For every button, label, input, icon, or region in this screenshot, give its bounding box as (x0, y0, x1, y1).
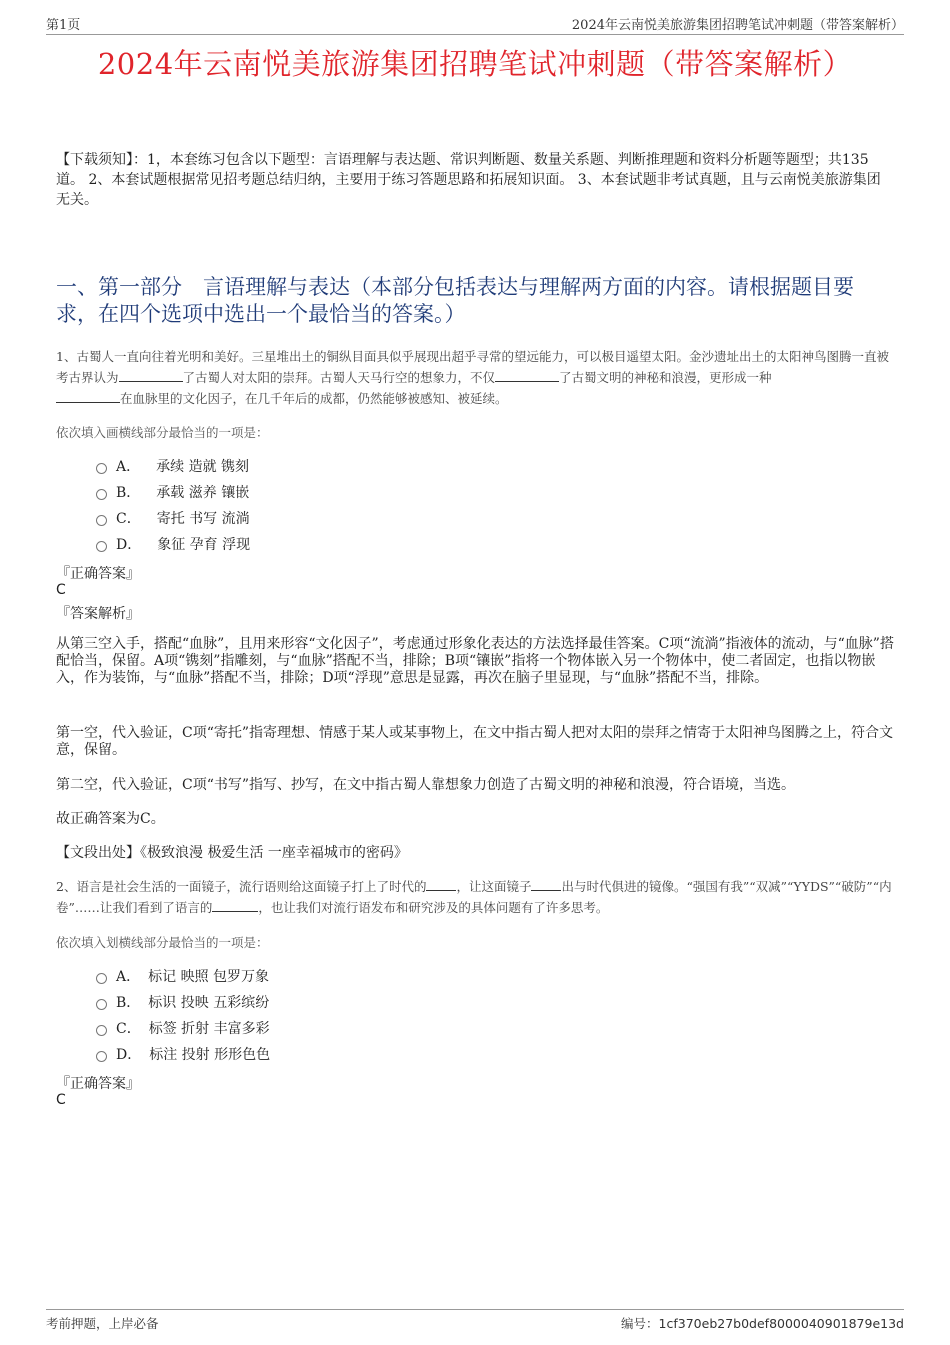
option-d[interactable]: D． 象征 孕育 浮现 (96, 531, 250, 557)
q2-stem-part: 出与时代俱进的镜像。“强国有我”“双减”“YYDS”“破防”“内卷”……让我们看到了语言的 (56, 879, 892, 915)
option-c[interactable]: C． 寄托 书写 流淌 (96, 505, 250, 531)
fill-blank (56, 389, 120, 403)
correct-answer: C (56, 1092, 66, 1108)
footer-slogan: 考前押题，上岸必备 (46, 1316, 159, 1331)
page-number: 第1页 (46, 18, 81, 33)
correct-answer: C (56, 582, 66, 598)
answer-tag: 『正确答案』 (56, 566, 140, 582)
radio-icon[interactable] (96, 999, 107, 1010)
radio-icon[interactable] (96, 515, 107, 526)
page-footer (46, 1309, 904, 1334)
q1-stem-part: 1、古蜀人一直向往着光明和美好。三星堆出土的铜纵目面具似乎展现出超乎寻常的望远能力，可以极目遥望太阳。金沙遗址出土的太阳神鸟图腾一直被考古界认为 (56, 349, 889, 385)
fill-blank (531, 877, 561, 891)
question-2-text (56, 876, 894, 918)
q1-stem-part: 在血脉里的文化因子，在几千年后的成都，仍然能够被感知、被延续。 (120, 391, 508, 406)
section-title: 一、第一部分 言语理解与表达（本部分包括表达与理解两方面的内容。请根据题目要求，在四个选项中选出一个最恰当的答案。） (56, 275, 854, 326)
q2-stem-part: 2、语言是社会生活的一面镜子，流行语则给这面镜子打上了时代的 (56, 879, 427, 894)
analysis-paragraph: 从第三空入手，搭配“血脉”，且用来形容“文化因子”，考虑通过形象化表达的方法选择最佳答案。C项“流淌”指液体的流动，与“血脉”搭配恰当，保留。A项“镌刻”指雕刻，与“血脉”搭配不当，排除；B项“镶嵌”指将一个物体嵌入另一个物体中，使二者固定，也指以物嵌入，作为装饰，与“血脉”搭配不当，排除；D项“浮现”意思是显露，再次在脑子里显现，与“血脉”搭配不当，排除。 (56, 636, 894, 686)
page-header (46, 12, 904, 35)
fill-blank (495, 368, 559, 382)
q2-stem-part: ，让这面镜子 (456, 879, 532, 894)
radio-icon[interactable] (96, 973, 107, 984)
fill-blank (119, 368, 183, 382)
download-notice: 【下载须知】：1，本套练习包含以下题型：言语理解与表达题、常识判断题、数量关系题、判断推理题和资料分析题等题型；共135道。 2、本套试题根据常见招考题总结归纳，主要用于练习答题思路和拓展知识面。 3、本套试题非考试真题，且与云南悦美旅游集团无关。 (56, 152, 881, 208)
option-d[interactable]: D． 标注 投射 形形色色 (96, 1041, 270, 1067)
q2-stem-part: ，也让我们对流行语发布和研究涉及的具体问题有了许多思考。 (258, 900, 609, 915)
page-title: 2024年云南悦美旅游集团招聘笔试冲刺题（带答案解析） (97, 47, 853, 81)
question-1-instruction: 依次填入画横线部分最恰当的一项是： (56, 425, 269, 440)
option-c[interactable]: C． 标签 折射 丰富多彩 (96, 1015, 270, 1041)
fill-blank (212, 898, 258, 912)
radio-icon[interactable] (96, 489, 107, 500)
option-a[interactable]: A． 标记 映照 包罗万象 (96, 963, 270, 989)
option-a[interactable]: A． 承续 造就 镌刻 (96, 453, 250, 479)
question-2-options (96, 963, 270, 1067)
analysis-paragraph: 第二空，代入验证，C项“书写”指写、抄写，在文中指古蜀人靠想象力创造了古蜀文明的神秘和浪漫，符合语境，当选。 (56, 777, 796, 793)
option-b[interactable]: B． 承载 滋养 镶嵌 (96, 479, 250, 505)
footer-code-value: 1cf370eb27b0def8000040901879e13d (658, 1316, 904, 1331)
radio-icon[interactable] (96, 1051, 107, 1062)
analysis-tag: 『答案解析』 (56, 606, 140, 622)
q1-stem-part: 了古蜀人对太阳的崇拜。古蜀人天马行空的想象力，不仅 (182, 370, 496, 385)
analysis-paragraph: 第一空，代入验证，C项“寄托”指寄理想、情感于某人或某事物上，在文中指古蜀人把对太阳的崇拜之情寄于太阳神鸟图腾之上，符合文意，保留。 (56, 725, 894, 758)
fill-blank (426, 877, 456, 891)
radio-icon[interactable] (96, 1025, 107, 1036)
footer-code-label: 编号： (621, 1316, 659, 1331)
answer-tag: 『正确答案』 (56, 1076, 140, 1092)
question-1-options (96, 453, 250, 557)
q1-stem-part: 了古蜀文明的神秘和浪漫，更形成一种 (559, 370, 772, 385)
analysis-conclusion: 故正确答案为C。 (56, 811, 165, 827)
question-1-text (56, 346, 894, 409)
header-doc-title: 2024年云南悦美旅游集团招聘笔试冲刺题（带答案解析） (571, 18, 904, 33)
radio-icon[interactable] (96, 541, 107, 552)
radio-icon[interactable] (96, 463, 107, 474)
footer-code (621, 1314, 904, 1332)
option-b[interactable]: B． 标识 投映 五彩缤纷 (96, 989, 270, 1015)
passage-source: 【文段出处】《极致浪漫 极爱生活 一座幸福城市的密码》 (56, 845, 408, 861)
question-2-instruction: 依次填入划横线部分最恰当的一项是： (56, 935, 269, 950)
